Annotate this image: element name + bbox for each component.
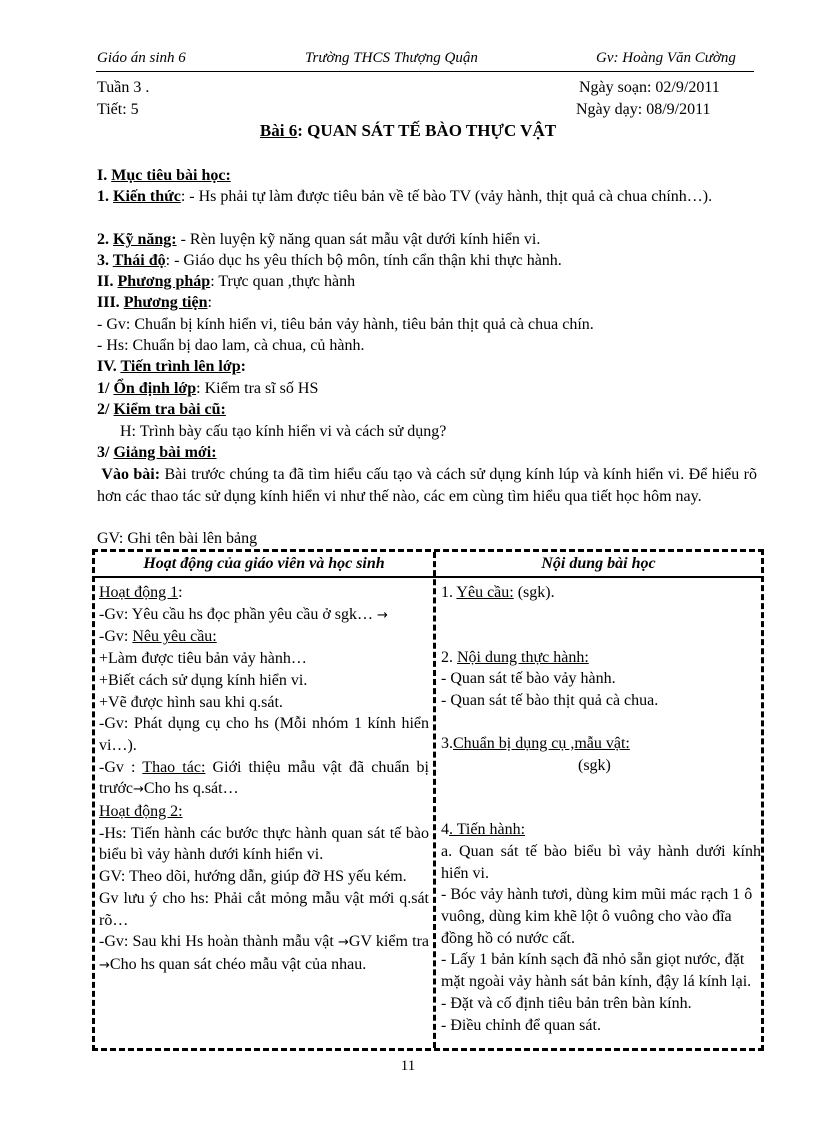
process-heading (97, 357, 246, 377)
attitude-text: : - Giáo dục hs yêu thích bộ môn, tính cẩn thận khi thực hành. (165, 252, 562, 269)
means-student: - Hs: Chuẩn bị dao lam, cà chua, củ hành. (97, 337, 365, 354)
arrow-right-icon: → (99, 957, 110, 973)
attitude-num: 3. (97, 252, 113, 269)
skill-num: 2. (97, 231, 113, 248)
skill-text: - Rèn luyện kỹ năng quan sát mẫu vật dưới kính hiển vi. (176, 231, 541, 248)
means-teacher: - Gv: Chuẩn bị kính hiển vi, tiêu bản vảy hành, tiêu bản thịt quả cà chua chín. (97, 316, 594, 333)
step-stabilize (97, 379, 318, 399)
step2-num: 2/ (97, 401, 114, 418)
activity-2-heading: Hoạt động 2: (99, 803, 183, 821)
step1-text: : Kiểm tra sĩ số HS (196, 380, 319, 397)
spacer (441, 604, 761, 647)
header-rule (96, 71, 754, 72)
section-num: 1. (441, 584, 457, 601)
process-label: Tiến trình lên lớp (120, 358, 241, 375)
intro-label: Vào bài: (101, 466, 161, 483)
spacer (441, 776, 761, 819)
knowledge-text: : - Hs phải tự làm được tiêu bản về tế bào TV (vảy hành, thịt quả cà chua chính…). (180, 188, 713, 205)
section-text: (sgk). (513, 584, 555, 601)
prep-date: Ngày soạn: 02/9/2011 (579, 79, 720, 96)
step3-label: Giảng bài mới: (113, 444, 217, 461)
list-item: - Lấy 1 bản kính sạch đã nhỏ sẵn giọt nước, đặt mặt ngoài vảy hành sát bản kính, đậy lá kính lại. (441, 951, 752, 991)
objectives-heading (97, 166, 231, 186)
means-num: III. (97, 294, 124, 311)
activity-text: Cho hs q.sát… (143, 780, 239, 798)
section-num: 2. (441, 648, 457, 666)
attitude-label: Thái độ (112, 252, 166, 269)
section-num: 4 (441, 821, 449, 839)
list-item: -Hs: Tiến hành các bước thực hành quan sát tế bào biểu bì vảy hành dưới kính hiển vi. (99, 824, 429, 864)
activity-1-heading (99, 582, 429, 604)
review-question: H: Trình bày cấu tạo kính hiển vi và cách sử dụng? (120, 423, 447, 440)
activity-text: -Gv: (99, 628, 133, 646)
lesson-name: : QUAN SÁT TẾ BÀO THỰC VẬT (297, 121, 557, 140)
lesson-title (0, 121, 816, 141)
objectives-num: I. (97, 167, 112, 184)
list-item: - Bóc vảy hành tươi, dùng kim mũi mác rạch 1 ô vuông, dùng kim khẽ lột ô vuông cho vào đĩa đồng hồ có nước cất. (441, 886, 753, 947)
method-num: II. (97, 273, 118, 290)
list-item: -Gv: Phát dụng cụ cho hs (Mỗi nhóm 1 kính hiển vi…). (99, 715, 429, 754)
operation-label: Thao tác: (142, 758, 206, 776)
list-item: - Quan sát tế bào thịt quả cà chua. (441, 692, 659, 710)
means-colon: : (207, 294, 212, 311)
activity-1-colon: : (178, 584, 183, 601)
content-practice (441, 647, 761, 669)
step3-num: 3/ (97, 444, 114, 461)
objectives-label: Mục tiêu bài học: (111, 167, 231, 184)
activity-1-label: Hoạt động 1 (99, 584, 179, 601)
header-subject: Giáo án sinh 6 (97, 50, 186, 66)
spacer (441, 712, 761, 733)
list-item: +Vẽ được hình sau khi q.sát. (99, 693, 283, 711)
activities-column (99, 582, 429, 977)
process-num: IV. (97, 358, 121, 375)
method-line (97, 272, 355, 292)
list-item: - Điều chỉnh để quan sát. (441, 1016, 601, 1034)
requirement-label: Nêu yêu cầu: (132, 628, 217, 646)
method-label: Phương pháp (117, 273, 211, 290)
arrow-right-icon: → (377, 607, 388, 623)
activity-text: Giới thiệu mẫu vật đã chuẩn bị trước (99, 758, 429, 798)
skill-label: Kỹ năng: (113, 231, 177, 248)
objective-attitude (97, 251, 562, 271)
knowledge-num: 1. (97, 188, 113, 205)
intro-text: Bài trước chúng ta đã tìm hiểu cấu tạo và cách sử dụng kính lúp và kính hiển vi. Để hiểu rõ hơn các thao tác sử dụng kính hiển vi như thế nào, các em cùng tìm hiểu qua tiết học hôm nay. (97, 466, 758, 505)
section-label: Chuẩn bị dụng cụ ,mẫu vật: (453, 734, 630, 752)
column-divider (433, 552, 436, 1048)
lesson-number: Bài 6 (259, 121, 298, 140)
teach-date: Ngày dạy: 08/9/2011 (576, 101, 711, 118)
intro-paragraph (97, 464, 757, 507)
col-header-content: Nội dung bài học (541, 555, 656, 572)
section-label: Yêu cầu: (456, 584, 514, 601)
col-header-activities: Hoạt động của giáo viên và học sinh (143, 555, 385, 572)
activity-text: -Gv: Yêu cầu hs đọc phần yêu cầu ở sgk… (99, 605, 378, 623)
step1-label: Ổn định lớp (113, 380, 197, 397)
list-item (99, 931, 429, 976)
means-heading (97, 293, 212, 313)
knowledge-label: Kiến thức (113, 188, 181, 205)
arrow-right-icon: → (337, 935, 349, 951)
process-colon: : (240, 358, 246, 375)
week-label: Tuần 3 . (97, 79, 150, 96)
content-procedure (441, 819, 761, 841)
objective-skill (97, 230, 540, 250)
header-teacher: Gv: Hoàng Văn Cường (596, 50, 736, 66)
activity-text: -Gv: Sau khi Hs hoàn thành mẫu vật (99, 933, 338, 951)
method-text: : Trực quan ,thực hành (210, 273, 356, 290)
list-item: GV: Theo dõi, hướng dẫn, giúp đỡ HS yếu kém. (99, 868, 407, 886)
activity-table (92, 549, 764, 1051)
page-number: 11 (400, 1058, 416, 1074)
list-item: Gv lưu ý cho hs: Phải cắt mỏng mẫu vật mới q.sát rõ… (99, 889, 429, 929)
section-label: Nội dung thực hành: (457, 648, 589, 666)
section-label: . Tiến hành: (449, 821, 526, 839)
content-requirement (441, 582, 761, 604)
activity-text: GV kiểm tra (348, 933, 429, 951)
list-item (99, 757, 429, 801)
list-item: a. Quan sát tế bào biểu bì vảy hành dưới kính hiển vi. (441, 842, 761, 882)
step-review (97, 400, 226, 420)
list-item: +Biết cách sử dụng kính hiển vi. (99, 671, 308, 689)
list-item: - Đặt và cố định tiêu bản trên bàn kính. (441, 994, 692, 1012)
section-num: 3. (441, 734, 453, 752)
arrow-right-icon: → (133, 782, 144, 798)
header-divider (95, 576, 761, 578)
content-column (441, 582, 761, 1036)
step1-num: 1/ (97, 380, 114, 397)
period-label: Tiết: 5 (97, 101, 139, 118)
list-item (99, 626, 429, 648)
step2-label: Kiểm tra bài cũ: (113, 401, 226, 418)
preparation-ref: (sgk) (578, 756, 611, 774)
activity-text: -Gv : (99, 758, 143, 776)
list-item: - Quan sát tế bào vảy hành. (441, 670, 616, 688)
header-school: Trường THCS Thượng Quận (305, 50, 478, 66)
means-label: Phương tiện (123, 294, 208, 311)
objective-knowledge (97, 186, 757, 208)
list-item (99, 604, 429, 627)
activity-text: Cho hs quan sát chéo mẫu vật của nhau. (109, 955, 367, 973)
content-preparation (441, 733, 761, 755)
list-item: +Làm được tiêu bản vảy hành… (99, 650, 307, 668)
step-new-lesson (97, 443, 217, 463)
gv-note: GV: Ghi tên bài lên bảng (97, 530, 258, 547)
